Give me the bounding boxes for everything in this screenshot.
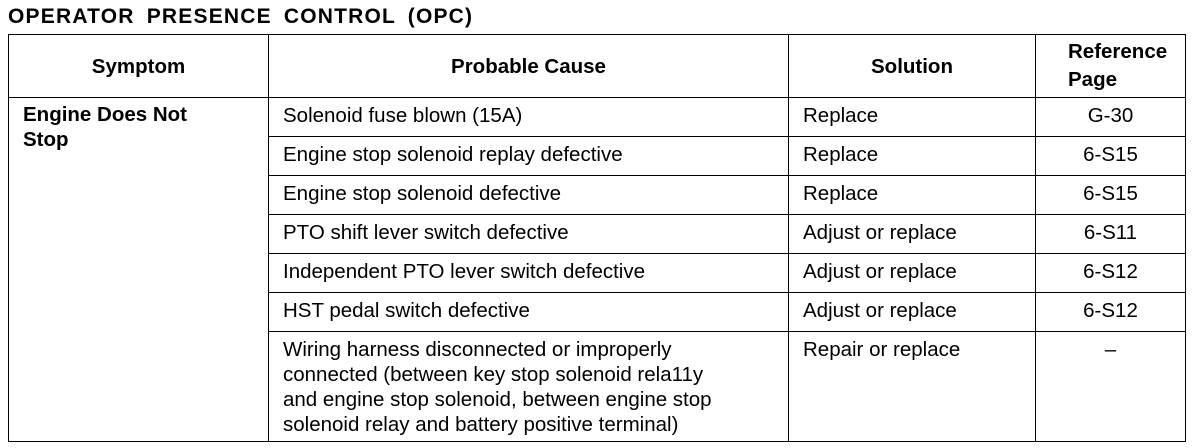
symptom-line1: Engine Does Not <box>23 103 188 126</box>
header-solution: Solution <box>789 35 1036 98</box>
troubleshooting-table <box>8 34 1186 442</box>
solution-cell: Adjust or replace <box>789 254 1036 293</box>
reference-cell: – <box>1036 332 1186 442</box>
cause-line: and engine stop solenoid, between engine stop <box>283 388 712 411</box>
reference-cell: 6-S15 <box>1036 137 1186 176</box>
solution-cell: Replace <box>789 176 1036 215</box>
symptom-cell <box>9 98 269 442</box>
cause-cell <box>269 332 789 442</box>
solution-cell: Adjust or replace <box>789 293 1036 332</box>
table-row <box>9 98 1186 137</box>
reference-cell: 6-S12 <box>1036 293 1186 332</box>
cause-cell: Independent PTO lever switch defective <box>269 254 789 293</box>
cause-cell: PTO shift lever switch defective <box>269 215 789 254</box>
reference-cell: 6-S11 <box>1036 215 1186 254</box>
cause-cell: HST pedal switch defective <box>269 293 789 332</box>
cause-cell: Solenoid fuse blown (15A) <box>269 98 789 137</box>
cause-cell: Engine stop solenoid defective <box>269 176 789 215</box>
page-title: OPERATOR PRESENCE CONTROL (OPC) <box>8 5 474 28</box>
cause-cell: Engine stop solenoid replay defective <box>269 137 789 176</box>
solution-cell: Replace <box>789 137 1036 176</box>
cause-line: Wiring harness disconnected or improperly <box>283 338 672 361</box>
cause-line: solenoid relay and battery positive terminal) <box>283 413 679 436</box>
solution-cell: Adjust or replace <box>789 215 1036 254</box>
header-reference-line2: Page <box>1068 68 1117 91</box>
header-reference-page <box>1036 35 1186 98</box>
header-reference-line1: Reference <box>1068 40 1168 63</box>
symptom-line2: Stop <box>23 128 69 151</box>
solution-cell: Replace <box>789 98 1036 137</box>
header-row <box>9 35 1186 98</box>
header-probable-cause: Probable Cause <box>269 35 789 98</box>
header-symptom: Symptom <box>9 35 269 98</box>
reference-cell: G-30 <box>1036 98 1186 137</box>
cause-line: connected (between key stop solenoid rela11y <box>283 363 704 386</box>
solution-cell: Repair or replace <box>789 332 1036 442</box>
reference-cell: 6-S12 <box>1036 254 1186 293</box>
reference-cell: 6-S15 <box>1036 176 1186 215</box>
